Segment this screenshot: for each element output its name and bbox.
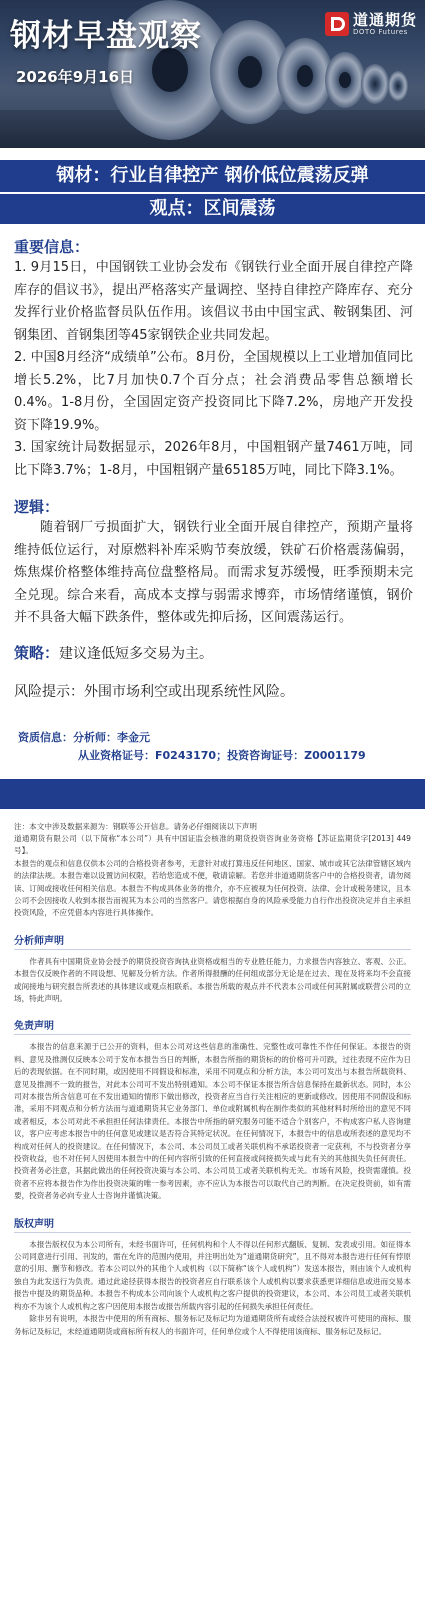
section-rule [14,949,411,950]
logo-mark-icon [325,12,349,36]
info-item: 2. 中国8月经济“成绩单”公布。8月份，全国规模以上工业增加值同比增长5.2%，比7月加快0.7个百分点；社会消费品零售总额增长0.4%。1-8月份，全国固定资产投资同比下降7.2%，房地产开发投资下降19.9%。 [14,350,413,433]
analyst-name: 资质信息：分析师：李金元 [18,730,150,744]
trademark-text: 除非另有说明，本报告中使用的所有商标、服务标记及标记均为道通期货所有或经合法授权被许可使用的商标、服务标记及标记，未经道通期货或商标所有权人的书面许可，任何单位或个人不得使用该商标、服务标记及标记。 [14,1314,411,1336]
logic-text: 随着钢厂亏损面扩大，钢铁行业全面开展自律控产，预期产量将维持低位运行，对原燃料补库采购节奏放缓，铁矿石价格震荡偏弱，炼焦煤价格整体维持高位盘整格局。而需求复苏缓慢，旺季预期未完全兑现。综合来看，高成本支撑与弱需求博弈，市场情绪谨慎，钢价并不具备大幅下跌条件，整体或先抑后扬，区间震荡运行。 [14,520,413,625]
analyst-info [14,729,413,765]
info-heading: 重要信息： [14,238,90,256]
exemption-heading: 免责声明 [14,1021,54,1033]
company-qualification: 道通期货有限公司（以下简称“本公司”）具有中国证监会核准的期货投资咨询业务资格【苏证监期货字[2013] 449号】。 [14,833,411,856]
strategy-line [14,642,413,665]
logic-heading: 逻辑： [14,498,60,516]
analyst-statement-heading: 分析师声明 [14,935,64,947]
section-rule [14,1034,411,1035]
company-logo [325,12,417,36]
report-date: 2026年9月16日 [16,68,135,86]
strategy-text: 建议逢低短多交易为主。 [59,645,214,662]
view-bar: 观点：区间震荡 [0,194,425,224]
logo-name-cn: 道通期货 [352,11,417,29]
data-source-note: 注：本文中涉及数据来源为：钢联等公开信息。请务必仔细阅读以下声明 [14,821,257,831]
copyright-heading: 版权声明 [14,1218,54,1230]
logo-name-en: DOTO Futures [352,28,408,36]
header-banner [0,0,425,148]
disclaimer-body: 本报告的观点和信息仅供本公司的合格投资者参考，无意针对或打算违反任何地区、国家、城市或其它法律管辖区域内的法律法规。本报告难以设置访问权限，若给您造成不便，敬请谅解。若您并非道通期货客户中的合格投资者，请勿阅读、订阅或接收任何相关信息。本报告不构成具体业务的推介，亦不应被视为任何投资、法律、会计或税务建议，且本公司不会因接收人收到本报告而视其为本公司的当然客户。请您根据自身的风险承受能力自行作出投资决定并自主承担投资风险，不应凭借本内容进行具体操作。 [14,858,411,918]
topic-bar: 钢材：行业自律控产 钢价低位震荡反弹 [0,160,425,192]
main-content [0,236,425,765]
info-item: 3. 国家统计局数据显示，2026年8月，中国粗钢产量7461万吨，同比下降3.7%；1-8月，中国粗钢产量65185万吨，同比下降3.1%。 [14,440,413,478]
strategy-heading: 策略： [14,643,60,662]
copyright-text: 本报告版权仅为本公司所有，未经书面许可，任何机构和个人不得以任何形式翻版、复制、发表或引用。如征得本公司同意进行引用、刊发的，需在允许的范围内使用，并注明出处为“道通期货研究”，且不得对本报告进行任何有悖原意的引用、删节和修改。若本公司以外的其他个人或机构（以下简称“该个人或机构”）发送本报告，则由该个人或机构独自为此发送行为负责。通过此途径获得本报告的投资者应自行联系该个人或机构以要求获悉更详细信息或进而交易本报告中提及的期货品种。本报告不构成本公司向该个人或机构之客户提供的投资建议，本公司、本公司员工或者关联机构亦不为该个人或机构之客户因使用本报告或报告所载内容引起的任何损失承担任何责任。 [14,1239,411,1311]
analyst-license: 从业资格证号：F0243170；投资咨询证号：Z0001179 [78,748,366,762]
info-item: 1. 9月15日，中国钢铁工业协会发布《钢铁行业全面开展自律控产降库存的倡议书》，提出严格落实产量调控、坚持自律控产降库存、充分发挥行业价格监督员队伍作用。该倡议书由中国宝武、鞍钢集团、河钢集团、首钢集团等45家钢铁企业共同发起。 [14,260,413,343]
exemption-text: 本报告的信息来源于已公开的资料，但本公司对这些信息的准确性、完整性或可靠性不作任何保证。本报告的资料、意见及推测仅反映本公司于发布本报告当日的判断，本报告所指的期货标的的价格可升可跌，过往表现不应作为日后的表现依据。在不同时期，或因使用不同假设和标准，采用不同观点和分析方法，本公司可发出与本报告所载资料、意见及推测不一致的报告，对此本公司可不发出特别通知。本公司不保证本报告所含信息保持在最新状态。同时，本公司对本报告所含信息可在不发出通知的情形下做出修改，投资者应当自行关注相应的更新或修改。因使用不同假设和标准，采用不同观点和分析方法而与道通期货其它业务部门、单位或附属机构在制作类似的其他材料时所给出的意见不同或者相反，本公司对此不承担担任何法律责任。本报告中所指的研究服务可能不适合个别客户，不构成客户私人咨询建议，客户应考虑本报告中的任何意见或建议是否符合其特定状况。在任何情况下，本报告中的信息或所表述的意见均不构成对任何人的投资建议。在任何情况下，本公司、本公司员工或者关联机构不承诺投资者一定获利，不与投资者分享投资收益，也不对任何人因使用本报告中的任何内容所引致的任何直接或间接损失或与此有关的其他损失负任何责任。投资者务必注意，其据此做出的任何投资决策与本公司、本公司员工或者关联机构无关。市场有风险，投资需谨慎。投资者不应将本报告作为作出投资决策的唯一参考因素，亦不应认为本报告可以取代自己的判断。在决定投资前，如有需要，投资者务必向专业人士咨询并谨慎决策。 [14,1042,411,1201]
divider-bar [0,779,425,809]
section-rule [14,1232,411,1233]
risk-warning: 风险提示：外围市场利空或出现系统性风险。 [14,683,294,700]
report-title: 钢材早盘观察 [10,18,202,54]
disclaimer-section [0,809,425,1338]
analyst-statement-text: 作者具有中国期货业协会授予的期货投资咨询执业资格或相当的专业胜任能力，力求报告内容独立、客观、公正。本报告仅反映作者的不同设想、见解及分析方法。作者所得报酬的任何组成部分无论是在过去、现在及将来均不会直接或间接地与研究报告所表述的具体建议或观点相联系。本报告所载的观点并不代表本公司或任何其附属或联营公司的立场，特此声明。 [14,956,411,1003]
